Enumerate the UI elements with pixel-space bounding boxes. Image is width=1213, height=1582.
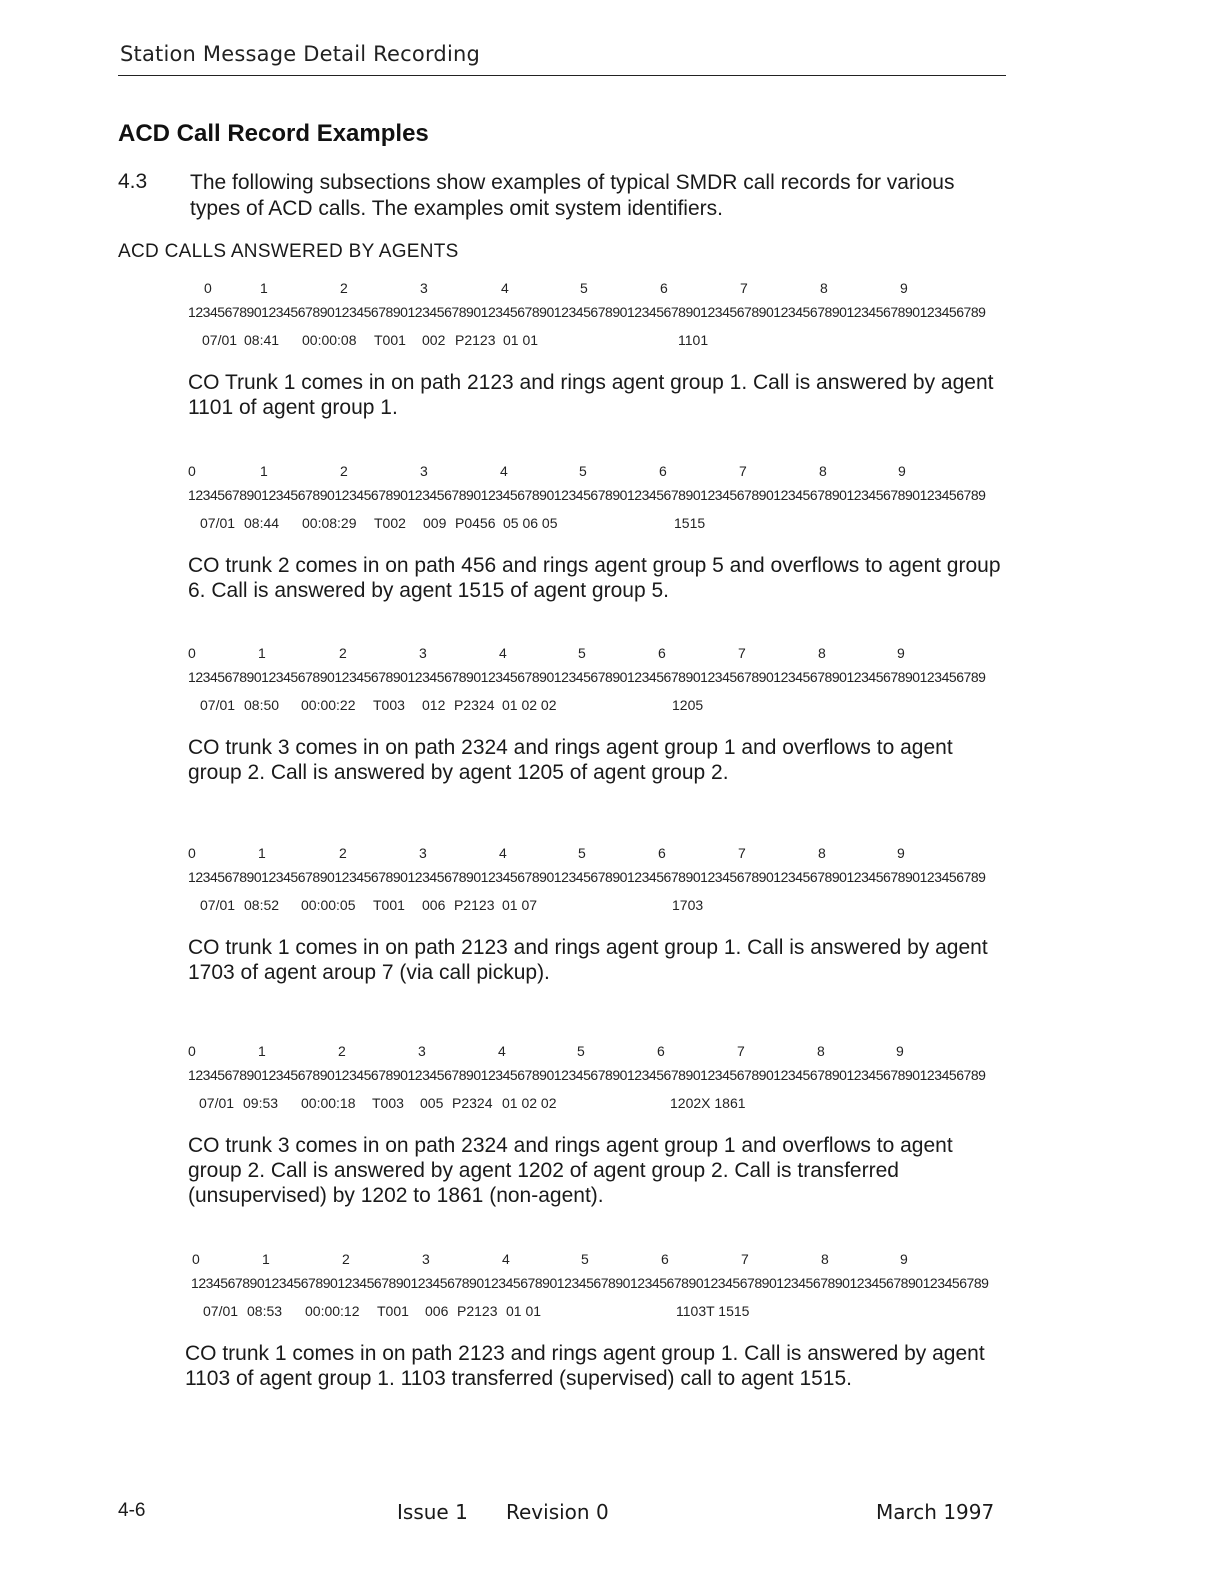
ruler-tens-digit: 8: [821, 1251, 829, 1267]
ruler-tens-digit: 9: [900, 280, 908, 296]
record-time: 08:53: [247, 1303, 283, 1319]
ruler-tens-digit: 2: [338, 1043, 346, 1059]
record-trunk: T003: [372, 1095, 404, 1111]
record-time: 08:50: [244, 697, 280, 713]
section-title: ACD Call Record Examples: [118, 120, 429, 147]
column-ruler-units: 1234567890123456789012345678901234567890123456789012345678901234567890123456789012345678901234567890123456789: [188, 669, 986, 685]
example-description: CO Trunk 1 comes in on path 2123 and rings agent group 1. Call is answered by agent 1101 of agent group 1.: [188, 371, 994, 419]
record-trunk: T002: [374, 515, 406, 531]
column-ruler-tens: [0, 845, 1213, 863]
ruler-tens-digit: 0: [192, 1251, 200, 1267]
ruler-tens-digit: 0: [204, 280, 212, 296]
ruler-tens-digit: 4: [501, 280, 509, 296]
record-groups: 01 01: [506, 1303, 542, 1319]
ruler-tens-digit: 3: [420, 463, 428, 479]
ruler-tens-digit: 1: [258, 645, 266, 661]
ruler-tens-digit: 7: [738, 645, 746, 661]
ruler-tens-digit: 9: [897, 845, 905, 861]
record-trunk: T001: [373, 897, 405, 913]
ruler-tens-digit: 2: [340, 463, 348, 479]
column-ruler-tens: [0, 463, 1213, 481]
record-date: 07/01: [203, 1303, 239, 1319]
record-groups: 01 07: [502, 897, 538, 913]
record-date: 07/01: [200, 697, 236, 713]
ruler-tens-digit: 5: [577, 1043, 585, 1059]
ruler-tens-digit: 1: [258, 1043, 266, 1059]
record-duration: 00:00:22: [301, 697, 356, 713]
record-agent: 1101: [678, 332, 709, 348]
record-duration: 00:08:29: [302, 515, 357, 531]
record-path: P2123: [455, 332, 496, 348]
revision-label: Revision 0: [506, 1500, 609, 1524]
record-code: 006: [425, 1303, 449, 1319]
column-ruler-tens: [0, 280, 1213, 298]
call-record: [0, 332, 1213, 350]
record-date: 07/01: [200, 897, 236, 913]
record-groups: 05 06 05: [503, 515, 558, 531]
column-ruler-tens: [0, 1043, 1213, 1061]
ruler-tens-digit: 0: [188, 463, 196, 479]
ruler-tens-digit: 3: [420, 280, 428, 296]
ruler-tens-digit: 7: [740, 280, 748, 296]
ruler-tens-digit: 3: [418, 1043, 426, 1059]
column-ruler-units: 1234567890123456789012345678901234567890123456789012345678901234567890123456789012345678901234567890123456789: [188, 487, 986, 503]
ruler-tens-digit: 8: [819, 463, 827, 479]
ruler-tens-digit: 5: [578, 845, 586, 861]
record-path: P2123: [454, 897, 495, 913]
publication-date: March 1997: [876, 1500, 995, 1524]
paragraph-number: 4.3: [118, 170, 148, 193]
record-groups: 01 02 02: [502, 1095, 557, 1111]
record-code: 006: [422, 897, 446, 913]
example-description: CO trunk 3 comes in on path 2324 and rings agent group 1 and overflows to agent group 2. Call is answered by agent 1202 of agent group 2. Call is transferred (unsupervised) by 1202 to 1861 (non-agent).: [188, 1134, 953, 1207]
column-ruler-tens: [0, 1251, 1213, 1269]
ruler-tens-digit: 2: [340, 280, 348, 296]
ruler-tens-digit: 5: [578, 645, 586, 661]
record-duration: 00:00:08: [302, 332, 357, 348]
call-record: [0, 897, 1213, 915]
ruler-tens-digit: 7: [737, 1043, 745, 1059]
record-duration: 00:00:18: [301, 1095, 356, 1111]
record-agent: 1515: [674, 515, 706, 531]
ruler-tens-digit: 3: [422, 1251, 430, 1267]
ruler-tens-digit: 9: [896, 1043, 904, 1059]
record-agent: 1202X 1861: [670, 1095, 746, 1111]
record-duration: 00:00:05: [301, 897, 356, 913]
ruler-tens-digit: 7: [741, 1251, 749, 1267]
record-groups: 01 02 02: [502, 697, 557, 713]
ruler-tens-digit: 6: [660, 280, 668, 296]
record-trunk: T003: [373, 697, 405, 713]
record-trunk: T001: [374, 332, 406, 348]
column-ruler-units: 1234567890123456789012345678901234567890123456789012345678901234567890123456789012345678901234567890123456789: [188, 869, 986, 885]
ruler-tens-digit: 8: [820, 280, 828, 296]
ruler-tens-digit: 3: [419, 845, 427, 861]
running-header: Station Message Detail Recording: [120, 42, 481, 66]
ruler-tens-digit: 2: [339, 645, 347, 661]
ruler-tens-digit: 3: [419, 645, 427, 661]
ruler-tens-digit: 2: [339, 845, 347, 861]
record-path: P0456: [455, 515, 496, 531]
ruler-tens-digit: 9: [898, 463, 906, 479]
ruler-tens-digit: 7: [738, 845, 746, 861]
record-time: 09:53: [243, 1095, 279, 1111]
record-agent: 1703: [672, 897, 704, 913]
column-ruler-units: 1234567890123456789012345678901234567890123456789012345678901234567890123456789012345678901234567890123456789: [191, 1275, 989, 1291]
ruler-tens-digit: 4: [498, 1043, 506, 1059]
record-agent: 1103T 1515: [676, 1303, 750, 1319]
example-description: CO trunk 3 comes in on path 2324 and rings agent group 1 and overflows to agent group 2. Call is answered by agent 1205 of agent group 2.: [188, 736, 953, 784]
ruler-tens-digit: 0: [188, 845, 196, 861]
ruler-tens-digit: 0: [188, 645, 196, 661]
ruler-tens-digit: 0: [188, 1043, 196, 1059]
call-record: [0, 697, 1213, 715]
record-code: 012: [422, 697, 446, 713]
call-record: [0, 1095, 1213, 1113]
ruler-tens-digit: 2: [342, 1251, 350, 1267]
record-code: 009: [423, 515, 447, 531]
record-trunk: T001: [377, 1303, 409, 1319]
ruler-tens-digit: 4: [500, 463, 508, 479]
call-record: [0, 515, 1213, 533]
example-description: CO trunk 1 comes in on path 2123 and rings agent group 1. Call is answered by agent 1103 of agent group 1. 1103 transferred (supervised) call to agent 1515.: [185, 1342, 985, 1390]
ruler-tens-digit: 8: [817, 1043, 825, 1059]
column-ruler-tens: [0, 645, 1213, 663]
record-date: 07/01: [200, 515, 236, 531]
ruler-tens-digit: 5: [581, 1251, 589, 1267]
ruler-tens-digit: 4: [499, 645, 507, 661]
column-ruler-units: 1234567890123456789012345678901234567890123456789012345678901234567890123456789012345678901234567890123456789: [188, 304, 986, 320]
ruler-tens-digit: 8: [818, 845, 826, 861]
ruler-tens-digit: 6: [658, 845, 666, 861]
example-description: CO trunk 2 comes in on path 456 and rings agent group 5 and overflows to agent group 6. Call is answered by agent 1515 of agent group 5.: [188, 554, 1001, 602]
record-code: 002: [422, 332, 446, 348]
ruler-tens-digit: 4: [502, 1251, 510, 1267]
ruler-tens-digit: 9: [897, 645, 905, 661]
record-time: 08:52: [244, 897, 280, 913]
example-description: CO trunk 1 comes in on path 2123 and rings agent group 1. Call is answered by agent 1703 of agent aroup 7 (via call pickup).: [188, 936, 988, 984]
record-groups: 01 01: [503, 332, 539, 348]
page-number: 4-6: [118, 1500, 146, 1521]
record-date: 07/01: [199, 1095, 235, 1111]
column-ruler-units: 1234567890123456789012345678901234567890123456789012345678901234567890123456789012345678901234567890123456789: [188, 1067, 986, 1083]
record-code: 005: [420, 1095, 444, 1111]
issue-label: Issue 1: [397, 1500, 468, 1524]
ruler-tens-digit: 6: [658, 645, 666, 661]
record-time: 08:44: [244, 515, 280, 531]
ruler-tens-digit: 5: [579, 463, 587, 479]
ruler-tens-digit: 5: [580, 280, 588, 296]
ruler-tens-digit: 4: [499, 845, 507, 861]
ruler-tens-digit: 7: [739, 463, 747, 479]
ruler-tens-digit: 1: [258, 845, 266, 861]
record-path: P2324: [452, 1095, 493, 1111]
record-date: 07/01: [202, 332, 238, 348]
record-path: P2324: [454, 697, 495, 713]
record-duration: 00:00:12: [305, 1303, 360, 1319]
ruler-tens-digit: 6: [659, 463, 667, 479]
ruler-tens-digit: 6: [657, 1043, 665, 1059]
ruler-tens-digit: 8: [818, 645, 826, 661]
ruler-tens-digit: 1: [260, 463, 268, 479]
ruler-tens-digit: 6: [661, 1251, 669, 1267]
record-time: 08:41: [244, 332, 280, 348]
ruler-tens-digit: 9: [900, 1251, 908, 1267]
ruler-tens-digit: 1: [262, 1251, 270, 1267]
ruler-tens-digit: 1: [260, 280, 268, 296]
call-record: [0, 1303, 1213, 1321]
record-agent: 1205: [672, 697, 704, 713]
intro-paragraph: The following subsections show examples of typical SMDR call records for various types of ACD calls. The examples omit system identifiers.: [190, 171, 955, 220]
subheading: ACD CALLS ANSWERED BY AGENTS: [118, 241, 459, 262]
record-path: P2123: [457, 1303, 498, 1319]
header-rule: [118, 75, 1006, 76]
